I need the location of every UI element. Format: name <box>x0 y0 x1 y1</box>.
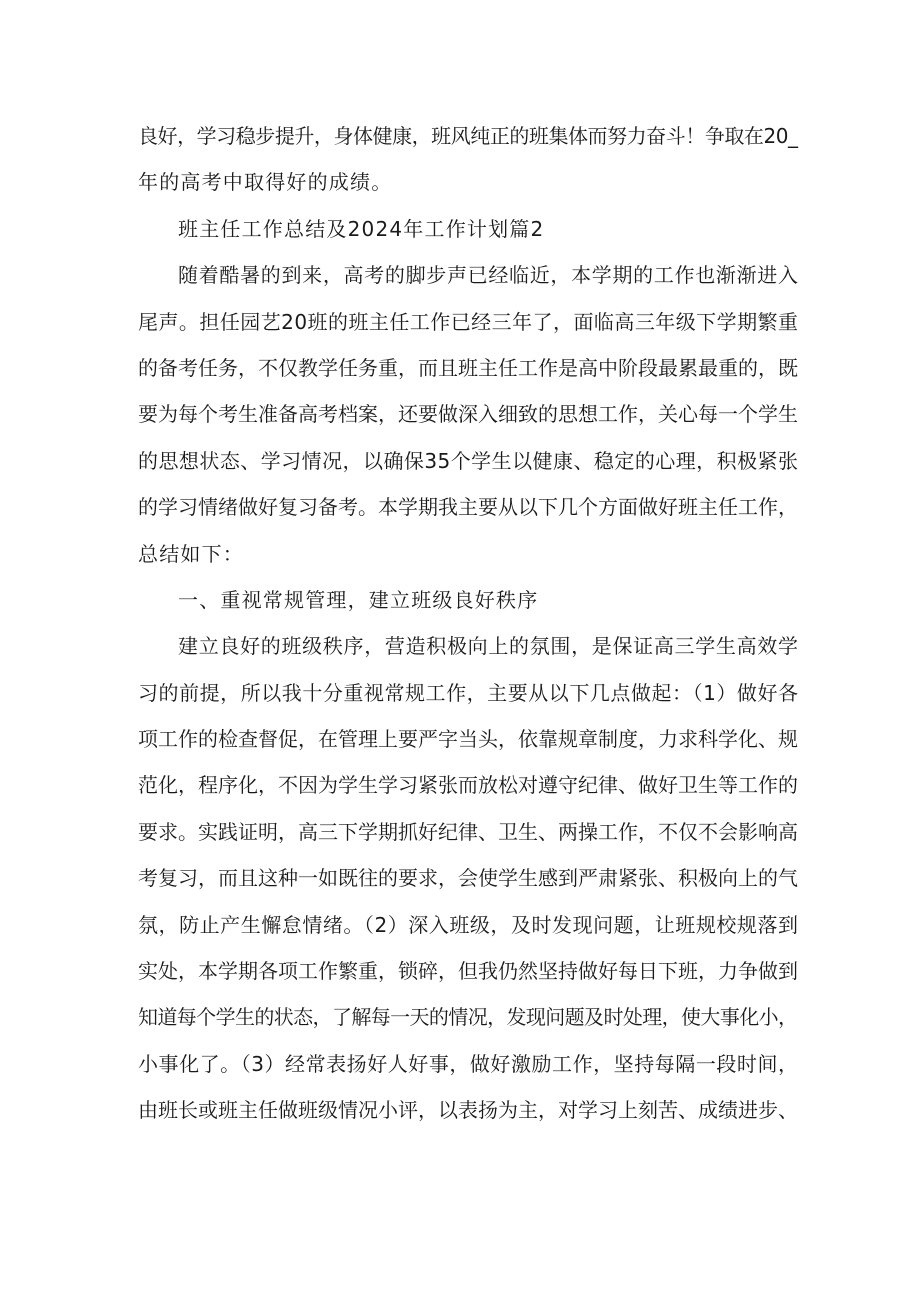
text-line: 的备考任务，不仅教学任务重，而且班主任工作是高中阶段最累最重的，既 <box>138 355 798 380</box>
text-line: 尾声。担任园艺20班的班主任工作已经三年了，面临高三年级下学期繁重 <box>138 309 799 334</box>
text-line: 氛，防止产生懈怠情绪。（2）深入班级，及时发现问题，让班规校规落到 <box>138 912 799 937</box>
text-line: 小事化了。（3）经常表扬好人好事，做好激励工作，坚持每隔一段时间， <box>138 1051 799 1076</box>
text-line: 考复习，而且这种一如既往的要求，会使学生感到严肃紧张、积极向上的气 <box>138 866 798 891</box>
document-body <box>138 113 798 1134</box>
text-line: 良好，学习稳步提升，身体健康，班风纯正的班集体而努力奋斗！争取在20_ <box>138 124 798 148</box>
text-line: 习的前提，所以我十分重视常规工作，主要从以下几点做起：（1）做好各 <box>138 680 799 705</box>
text-line: 要求。实践证明，高三下学期抓好纪律、卫生、两操工作，不仅不会影响高 <box>138 819 798 844</box>
text-line: 班主任工作总结及2024年工作计划篇2 <box>178 216 545 241</box>
text-line: 的思想状态、学习情况，以确保35个学生以健康、稳定的心理，积极紧张 <box>138 448 799 473</box>
text-line: 随着酷暑的到来，高考的脚步声已经临近，本学期的工作也渐渐进入 <box>178 263 799 288</box>
text-line: 总结如下： <box>138 541 244 566</box>
text-line: 的学习情绪做好复习备考。本学期我主要从以下几个方面做好班主任工作， <box>138 495 798 520</box>
text-line: 知道每个学生的状态，了解每一天的情况，发现问题及时处理，使大事化小， <box>138 1005 798 1030</box>
text-line: 年的高考中取得好的成绩。 <box>138 170 393 195</box>
text-line: 一、重视常规管理，建立班级良好秩序 <box>178 587 539 612</box>
text-line: 实处，本学期各项工作繁重，锁碎，但我仍然坚持做好每日下班，力争做到 <box>138 959 798 984</box>
text-line: 由班长或班主任做班级情况小评，以表扬为主，对学习上刻苦、成绩进步、 <box>138 1098 798 1123</box>
text-line: 范化，程序化，不因为学生学习紧张而放松对遵守纪律、做好卫生等工作的 <box>138 773 798 798</box>
text-line: 项工作的检查督促，在管理上要严字当头，依靠规章制度，力求科学化、规 <box>138 727 798 752</box>
text-line: 建立良好的班级秩序，营造积极向上的氛围，是保证高三学生高效学 <box>178 634 799 659</box>
text-line: 要为每个考生准备高考档案，还要做深入细致的思想工作，关心每一个学生 <box>138 402 798 427</box>
